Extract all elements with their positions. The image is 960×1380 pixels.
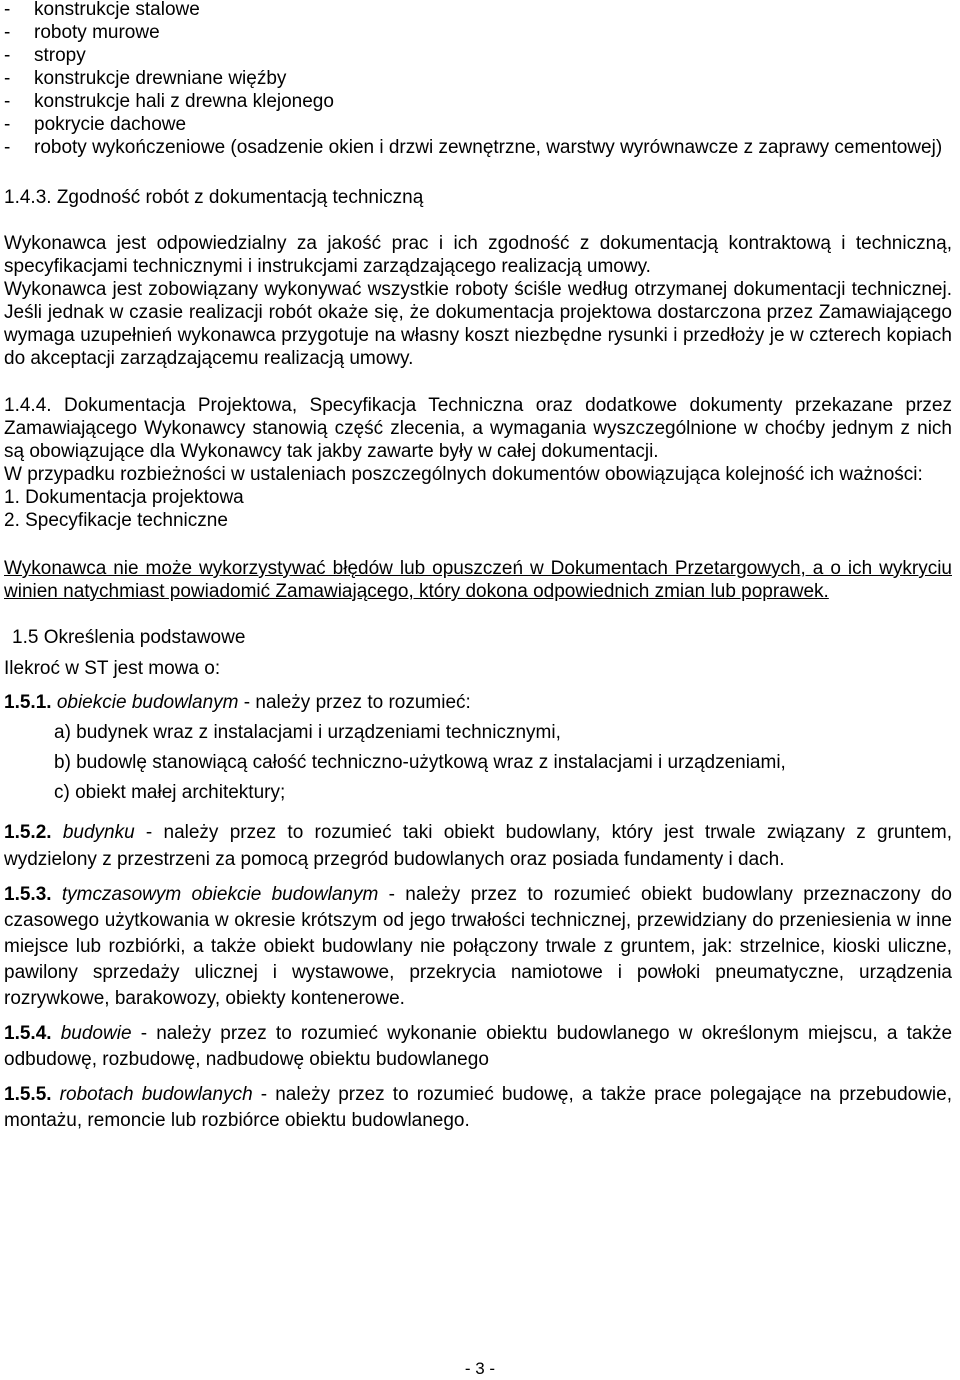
definition-text: - należy przez to rozumieć: bbox=[238, 692, 471, 713]
paragraph: Wykonawca jest odpowiedzialny za jakość prac i ich zgodność z dokumentacją kontraktową i techniczną, specyfikacjami technicznymi i instrukcjami zarządzającego realizacją umowy. bbox=[4, 233, 952, 277]
list-item: c) obiekt małej architektury; bbox=[54, 782, 286, 803]
definition-term: budowie bbox=[60, 1023, 132, 1044]
paragraph-1-4-4: 1.4.4. Dokumentacja Projektowa, Specyfikacja Techniczna oraz dodatkowe dokumenty przekazane przez Zamawiającego Wykonawcy stanowią część zlecenia, a wymagania wyszczególnione w choćby jednym z nich są obowiązujące dla Wykonawcy tak jakby zawarte były w całej dokumentacji. bbox=[4, 395, 952, 462]
list-item: - roboty murowe bbox=[4, 22, 160, 43]
definition-term: tymczasowym obiekcie budowlanym bbox=[61, 884, 379, 905]
section-intro: Ilekroć w ST jest mowa o: bbox=[4, 658, 221, 679]
section-heading-1-4-3: 1.4.3. Zgodność robót z dokumentacją techniczną bbox=[4, 187, 424, 208]
definition-text: - należy przez to rozumieć budowę, a także prace polegające na przebudowie, montażu, remoncie lub rozbiórce obiektu budowlanego. bbox=[4, 1084, 952, 1131]
definition-number: 1.5.1. bbox=[4, 692, 52, 713]
definition-1-5-3 bbox=[4, 882, 952, 1012]
definition-number: 1.5.2. bbox=[4, 822, 52, 843]
definition-text: - należy przez to rozumieć obiekt budowlany przeznaczony do czasowego użytkowania w okresie krótszym od jego trwałości technicznej, przewidziany do przeniesienia w inne miejsce lub rozbiórki, a także obiekt budowlany nie połączony trwale z gruntem, jak: strzelnice, kioski uliczne, pawilony sprzedaży ulicznej i wystawowe, przekrycia namiotowe i powłoki pneumatyczne, urządzenia rozrywkowe, barakowozy, obiekty kontenerowe. bbox=[4, 884, 952, 1009]
document-order-list bbox=[4, 486, 952, 532]
paragraph: Wykonawca jest zobowiązany wykonywać wszystkie roboty ściśle według otrzymanej dokumentacji technicznej. Jeśli jednak w czasie realizacji robót okaże się, że dokumentacja projektowa dostarczona przez Zamawiającego wymaga uzupełnień wykonawca przygotuje na własny koszt niezbędne rysunki i przedłoży je w czterech kopiach do akceptacji zarządzającemu realizacją umowy. bbox=[4, 279, 952, 369]
section-heading-1-5: 1.5 Określenia podstawowe bbox=[12, 627, 246, 648]
definition-term: obiekcie budowlanym bbox=[56, 692, 239, 713]
definition-1-5-1 bbox=[4, 691, 952, 804]
definition-term: budynku bbox=[62, 822, 135, 843]
list-item: - konstrukcje hali z drewna klejonego bbox=[4, 91, 334, 112]
list-item: 1. Dokumentacja projektowa bbox=[4, 487, 244, 508]
underlined-notice: Wykonawca nie może wykorzystywać błędów lub opuszczeń w Dokumentach Przetargowych, a o ich wykryciu winien natychmiast powiadomić Zamawiającego, który dokona odpowiednich zmian lub poprawek. bbox=[4, 558, 952, 602]
list-item: 2. Specyfikacje techniczne bbox=[4, 510, 228, 531]
work-types-list bbox=[4, 0, 952, 159]
definition-1-5-4 bbox=[4, 1021, 952, 1073]
definition-text: - należy przez to rozumieć taki obiekt budowlany, który jest trwale związany z gruntem, wydzielony z przestrzeni za pomocą przegród budowlanych oraz posiada fundamenty i dach. bbox=[4, 822, 952, 870]
list-item: - pokrycie dachowe bbox=[4, 114, 187, 135]
page-number: - 3 - bbox=[464, 1359, 496, 1378]
list-item: - roboty wykończeniowe (osadzenie okien i drzwi zewnętrzne, warstwy wyrównawcze z zaprawy cementowej) bbox=[4, 137, 943, 158]
list-item: - konstrukcje drewniane więźby bbox=[4, 68, 287, 89]
definition-number: 1.5.4. bbox=[4, 1023, 52, 1044]
definition-1-5-5 bbox=[4, 1082, 952, 1134]
definition-1-5-2 bbox=[4, 819, 952, 873]
definition-text: - należy przez to rozumieć wykonanie obiektu budowlanego w określonym miejscu, a także odbudowę, rozbudowę, nadbudowę obiektu budowlanego bbox=[4, 1023, 953, 1070]
list-item: b) budowlę stanowiącą całość techniczno-użytkową wraz z instalacjami i urządzeniami, bbox=[54, 752, 786, 773]
document-page bbox=[4, 0, 952, 1134]
definition-number: 1.5.5. bbox=[4, 1084, 52, 1105]
list-item: a) budynek wraz z instalacjami i urządzeniami technicznymi, bbox=[54, 722, 561, 743]
definition-term: robotach budowlanych bbox=[59, 1084, 253, 1105]
list-item: - stropy bbox=[4, 45, 86, 66]
definition-number: 1.5.3. bbox=[4, 884, 52, 905]
list-item: - konstrukcje stalowe bbox=[4, 0, 200, 20]
paragraph: W przypadku rozbieżności w ustaleniach poszczególnych dokumentów obowiązująca kolejność ich ważności: bbox=[4, 464, 923, 485]
definition-sub-list bbox=[4, 721, 952, 804]
